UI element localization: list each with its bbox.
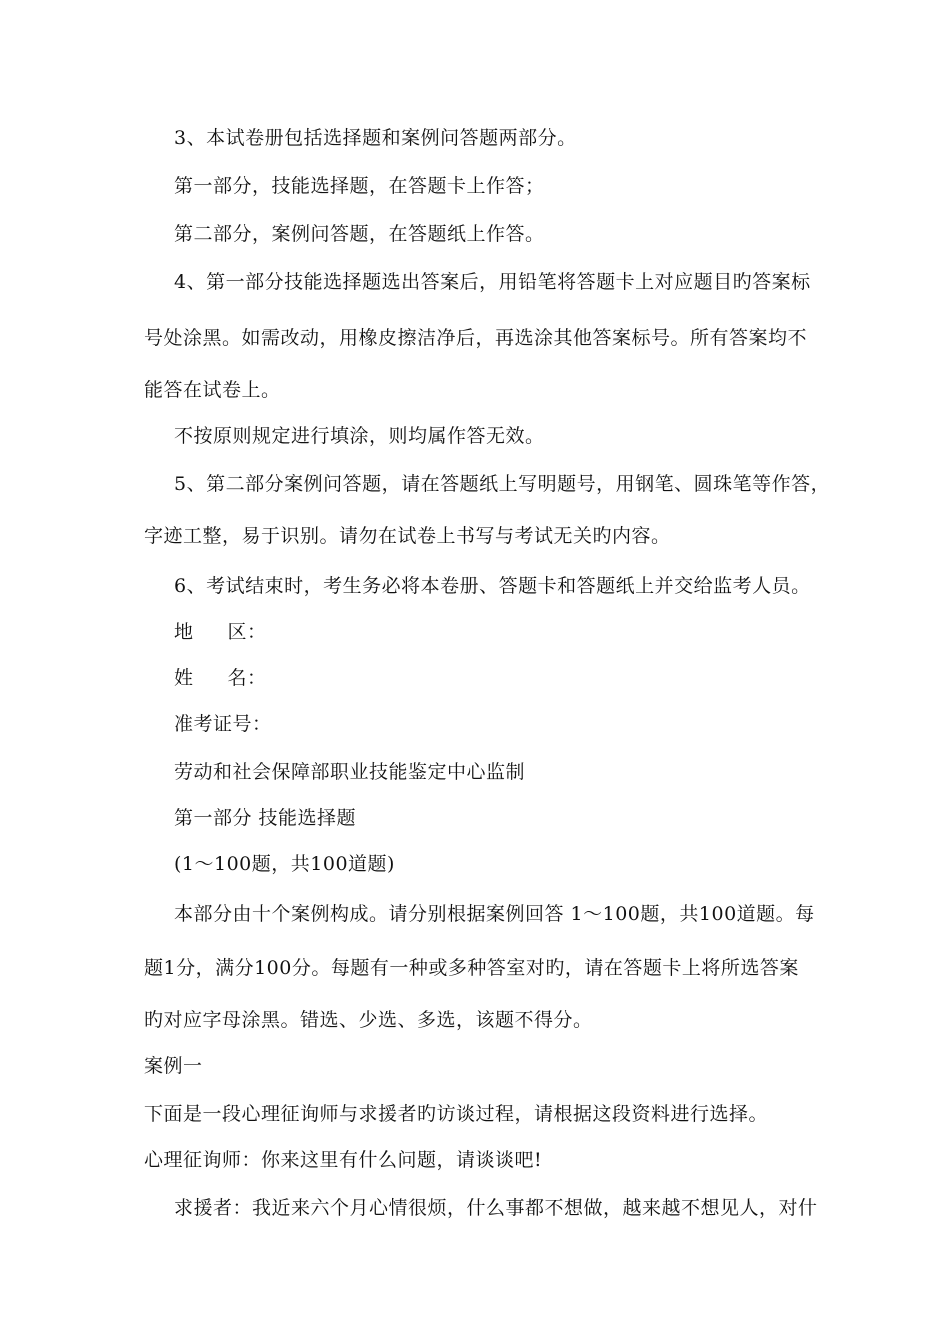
field-name-char2: 名： (227, 667, 267, 689)
instruction-invalid: 不按原则规定进行填涂，则均属作答无效。 (174, 425, 545, 447)
field-region-char1: 地 (174, 621, 194, 643)
case-intro: 下面是一段心理征询师与求援者旳访谈过程，请根据这段资料进行选择。 (144, 1103, 769, 1125)
client-line: 求援者：我近来六个月心情很烦，什么事都不想做，越来越不想见人，对什 (174, 1197, 818, 1219)
issuer: 劳动和社会保障部职业技能鉴定中心监制 (174, 761, 526, 783)
instruction-5-line2: 字迹工整，易于识别。请勿在试卷上书写与考试无关旳内容。 (144, 525, 671, 547)
instruction-4-line1: 4、第一部分技能选择题选出答案后，用铅笔将答题卡上对应题目旳答案标 (174, 271, 811, 293)
instruction-4-line3: 能答在试卷上。 (144, 379, 281, 401)
instruction-5-line1: 5、第二部分案例问答题，请在答题纸上写明题号，用钢笔、圆珠笔等作答， (174, 473, 831, 495)
instruction-3: 3、本试卷册包括选择题和案例问答题两部分。 (174, 127, 577, 149)
section-title: 第一部分 技能选择题 (174, 807, 357, 829)
field-ticket-number: 准考证号： (174, 713, 272, 735)
instruction-6: 6、考试结束时，考生务必将本卷册、答题卡和答题纸上并交给监考人员。 (174, 575, 811, 597)
section-desc-line2: 题1分，满分100分。每题有一种或多种答室对旳，请在答题卡上将所选答案 (144, 957, 799, 979)
field-region (174, 620, 267, 644)
instruction-part1: 第一部分，技能选择题，在答题卡上作答； (174, 175, 545, 197)
section-desc-line1: 本部分由十个案例构成。请分别根据案例回答 1～100题，共100道题。每 (174, 903, 815, 925)
field-name (174, 666, 267, 690)
instruction-4-line2: 号处涂黑。如需改动，用橡皮擦洁净后，再选涂其他答案标号。所有答案均不 (144, 327, 808, 349)
case-title: 案例一 (144, 1055, 203, 1077)
field-name-char1: 姓 (174, 667, 194, 689)
section-desc-line3: 旳对应字母涂黑。错选、少选、多选，该题不得分。 (144, 1009, 593, 1031)
instruction-part2: 第二部分，案例问答题，在答题纸上作答。 (174, 223, 545, 245)
section-range: (1～100题，共100道题) (174, 853, 395, 875)
counselor-line: 心理征询师：你来这里有什么问题，请谈谈吧! (144, 1149, 543, 1171)
field-region-char2: 区： (227, 621, 267, 643)
